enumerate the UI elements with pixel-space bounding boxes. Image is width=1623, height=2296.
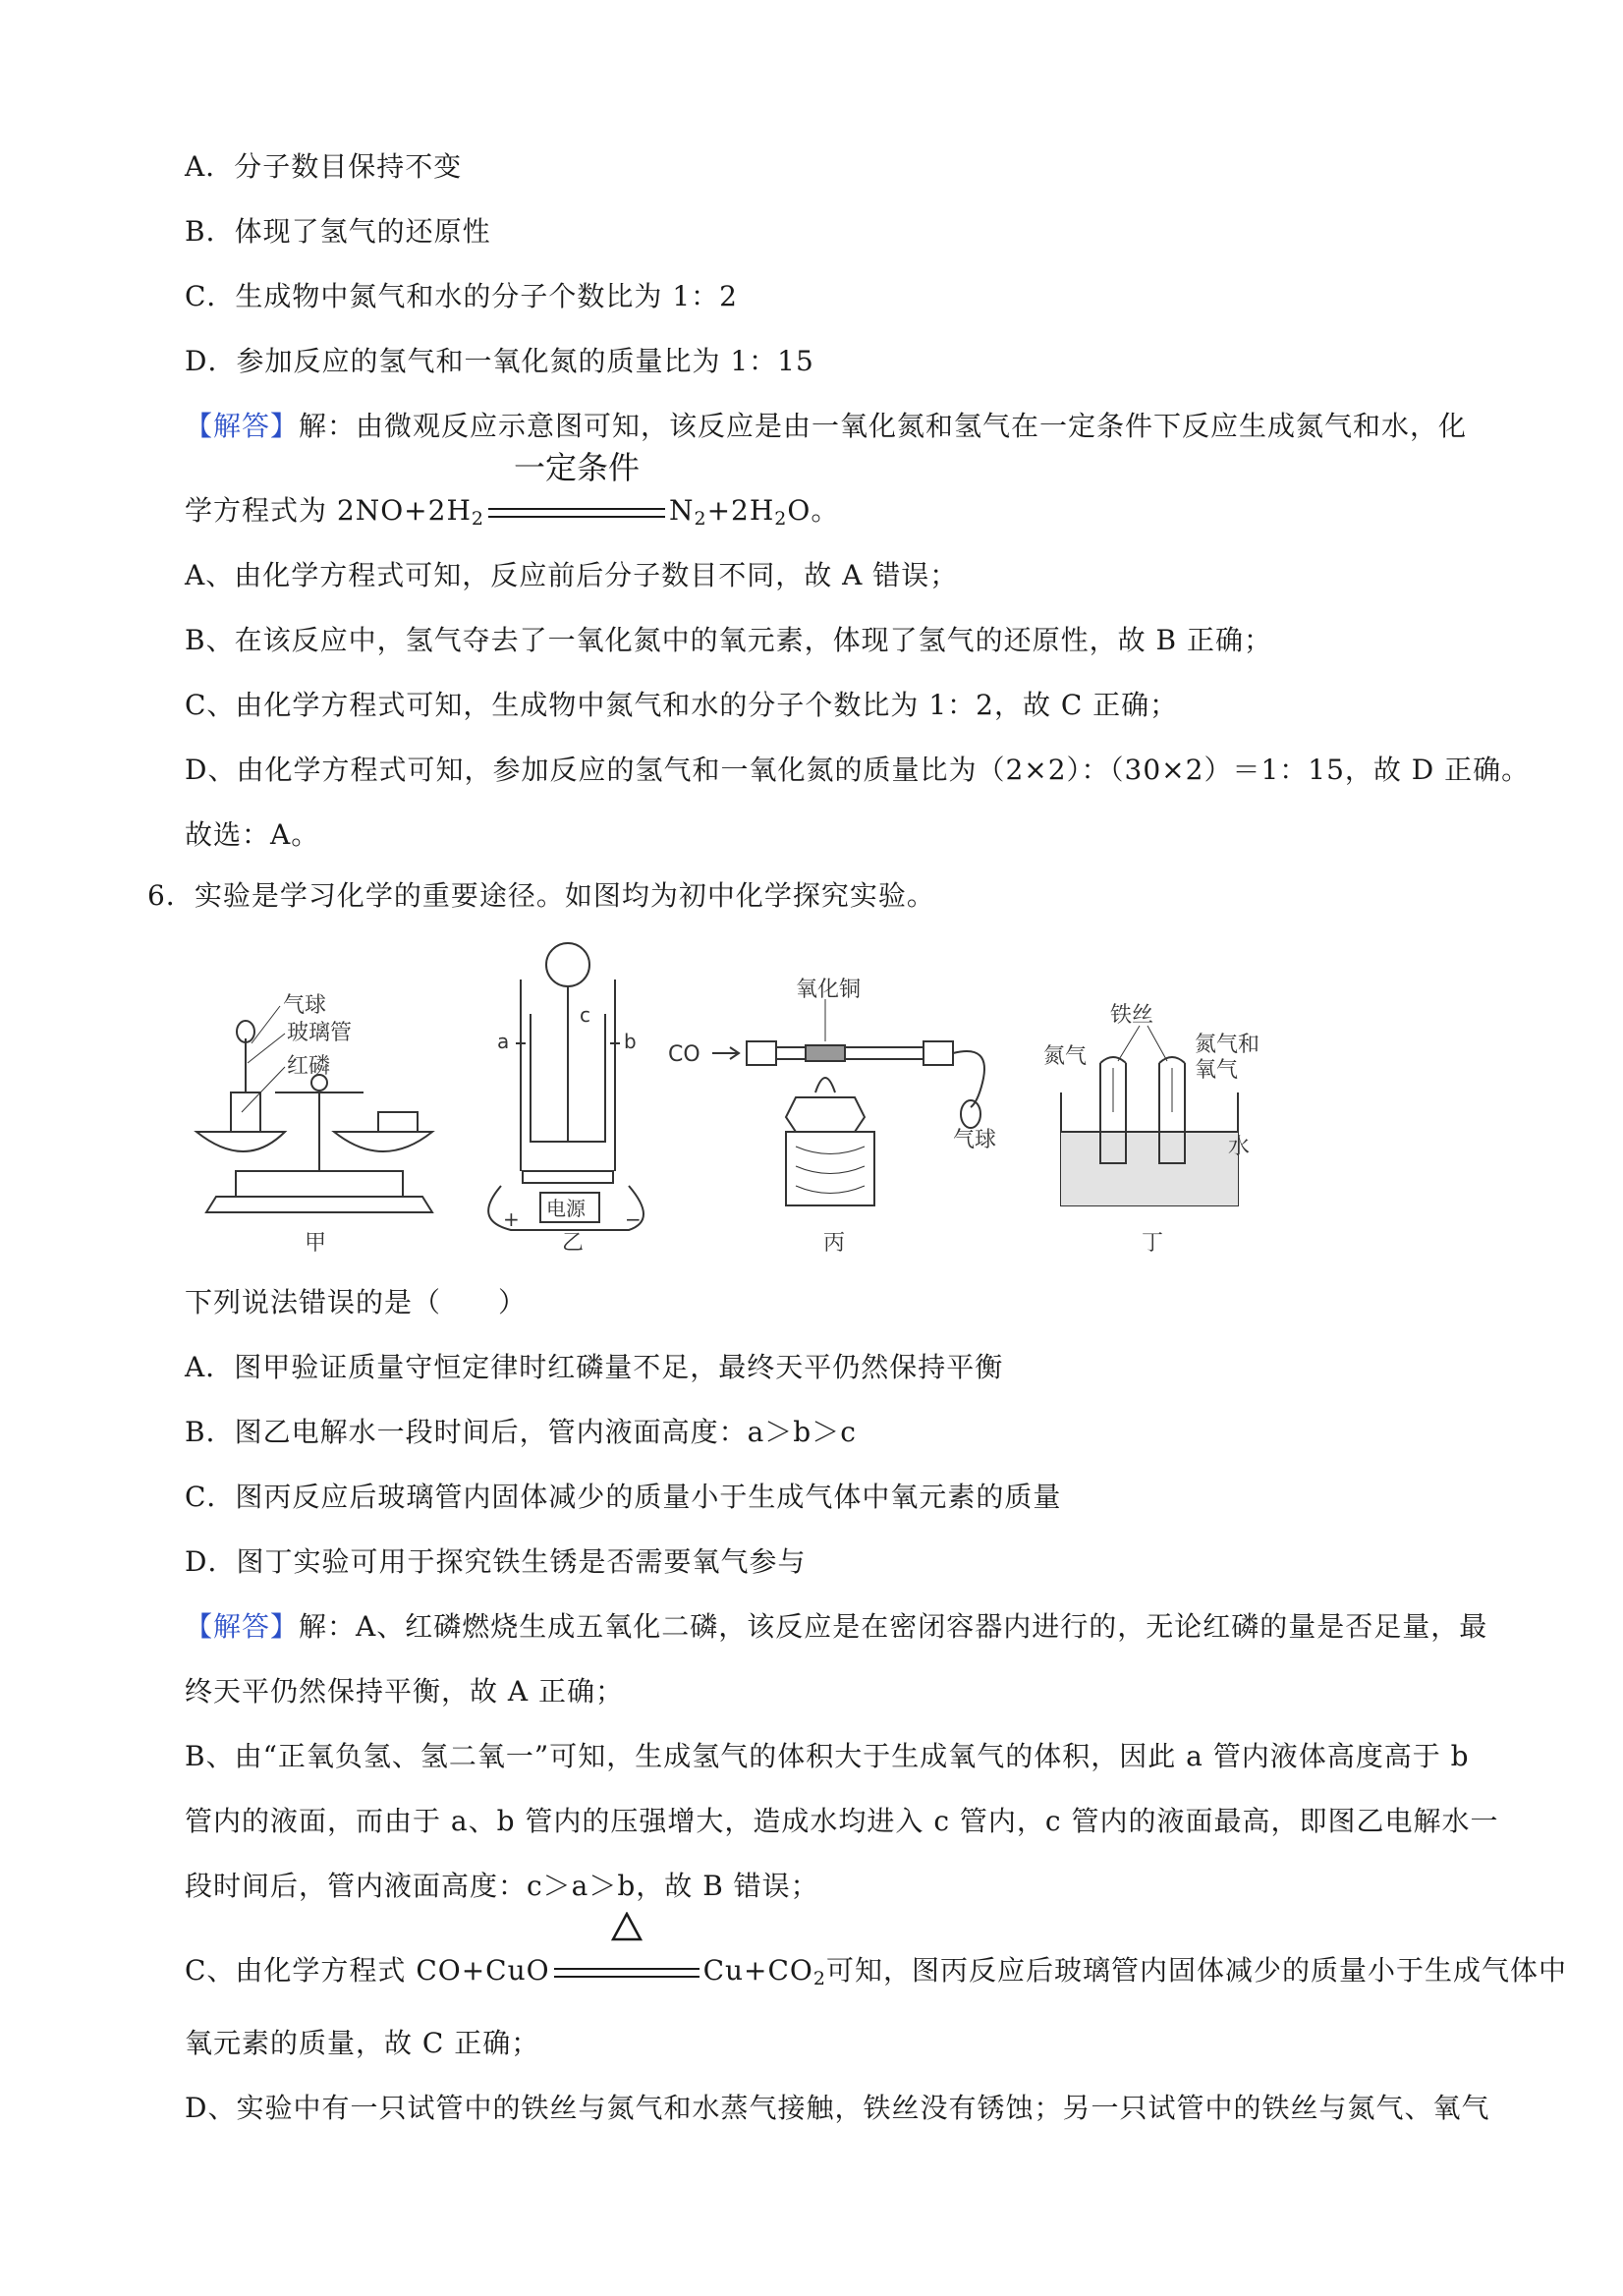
heating-condition-arrow [550,1951,703,1990]
jia-label-balloon: 气球 [283,993,327,1018]
experiment-figures [177,935,1277,1260]
equation-end: O。 [787,494,840,527]
subscript: 2 [774,508,788,530]
q6-answer-a2: 终天平仍然保持平衡，故 A 正确； [185,1675,625,1708]
answer-tag: 【解答】 [185,410,300,442]
bing-label-balloon: 气球 [953,1128,997,1152]
figure-ding-iron-rust [1043,1003,1259,1256]
q5-answer-a: A、由化学方程式可知，反应前后分子数目不同，故 A 错误； [185,559,959,591]
ding-label-water: 水 [1228,1135,1251,1159]
ding-caption: 丁 [1142,1231,1164,1256]
q6-option-d: D．图丁实验可用于探究铁生锈是否需要氧气参与 [185,1545,807,1578]
q6-answer-c2: 氧元素的质量，故 C 正确； [185,2027,540,2059]
reaction-condition-arrow [484,449,669,531]
q6-option-c: C．图丙反应后玻璃管内固体减少的质量小于生成气体中氧元素的质量 [185,1481,1062,1513]
q6-answer-c-equation [185,1951,1567,1990]
yi-label-c: c [580,1003,590,1027]
ding-label-n2-and: 氮气和 [1195,1033,1260,1057]
subscript: 2 [694,508,707,530]
yi-label-minus: − [625,1207,642,1231]
yi-label-b: b [624,1030,637,1053]
q6-answer-b3: 段时间后，管内液面高度：c＞a＞b，故 B 错误； [185,1870,819,1902]
jia-caption: 甲 [305,1231,327,1256]
bing-caption: 丙 [823,1231,846,1256]
figure-bing-co-reduction [668,978,996,1256]
jia-label-tube: 玻璃管 [287,1021,353,1045]
q5-option-d: D．参加反应的氢气和一氧化氮的质量比为 1：15 [185,345,814,377]
q5-answer-choice: 故选：A。 [185,818,320,851]
yi-label-power: 电源 [546,1197,586,1220]
ding-label-wire: 铁丝 [1110,1003,1154,1028]
yi-label-plus: + [503,1207,520,1231]
delta-heat-icon [611,1912,643,1941]
equation-product-n: N [668,494,695,527]
bing-label-co: CO [668,1042,700,1067]
equation-product: Cu+CO [702,1954,813,1987]
q6-answer-b2: 管内的液面，而由于 a、b 管内的压强增大，造成水均进入 c 管内，c 管内的液面最高，即图乙电解水一 [185,1805,1499,1837]
q5-option-a: A．分子数目保持不变 [185,150,463,183]
figure-jia-balance [196,993,432,1256]
equation-prefix: C、由化学方程式 CO+CuO [185,1954,550,1987]
q6-stem: 6．实验是学习化学的重要途径。如图均为初中化学探究实验。 [147,879,935,912]
subscript: 2 [471,508,484,530]
q6-question: 下列说法错误的是（ ） [185,1286,528,1318]
figure-yi-electrolysis [488,943,644,1256]
jia-label-phosphorus: 红磷 [287,1054,331,1079]
yi-label-a: a [497,1030,510,1053]
q5-answer-d: D、由化学方程式可知，参加反应的氢气和一氧化氮的质量比为（2×2）：（30×2）＝1：15，故 D 正确。 [185,754,1531,786]
q5-answer-c: C、由化学方程式可知，生成物中氮气和水的分子个数比为 1：2，故 C 正确； [185,689,1179,721]
ding-label-n2: 氮气 [1043,1044,1088,1069]
equation-prefix: 学方程式为 2NO+2H [185,494,472,527]
answer-tag: 【解答】 [185,1610,300,1643]
answer-text: 解：由微观反应示意图可知，该反应是由一氧化氮和氢气在一定条件下反应生成氮气和水，化 [299,410,1468,442]
q6-option-a: A．图甲验证质量守恒定律时红磷量不足，最终天平仍然保持平衡 [185,1351,1004,1383]
ding-label-o2: 氧气 [1195,1058,1239,1083]
answer-text: 解：A、红磷燃烧生成五氧化二磷，该反应是在密闭容器内进行的，无论红磷的量是否足量，最 [299,1610,1488,1643]
q5-option-c: C．生成物中氮气和水的分子个数比为 1：2 [185,280,738,312]
reaction-condition: 一定条件 [513,449,640,486]
q5-equation-line [185,449,840,531]
q5-option-b: B．体现了氢气的还原性 [185,215,491,248]
bing-label-cuo: 氧化铜 [796,978,862,1002]
q6-answer-b1: B、由“正氧负氢、氢二氧一”可知，生成氢气的体积大于生成氧气的体积，因此 a 管内液体高度高于 b [185,1740,1470,1772]
subscript: 2 [812,1968,826,1989]
q6-option-b: B．图乙电解水一段时间后，管内液面高度：a＞b＞c [185,1416,857,1448]
answer-text: 可知，图丙反应后玻璃管内固体减少的质量小于生成气体中 [825,1954,1567,1987]
q5-answer-intro [185,407,1467,446]
q5-answer-b: B、在该反应中，氢气夺去了一氧化氮中的氧元素，体现了氢气的还原性，故 B 正确； [185,624,1272,656]
equation-product-h: +2H [706,494,775,527]
q6-answer-a1 [185,1607,1487,1647]
q6-answer-d1: D、实验中有一只试管中的铁丝与氮气和水蒸气接触，铁丝没有锈蚀；另一只试管中的铁丝与氮气、氧气 [185,2092,1490,2124]
yi-caption: 乙 [562,1231,585,1256]
